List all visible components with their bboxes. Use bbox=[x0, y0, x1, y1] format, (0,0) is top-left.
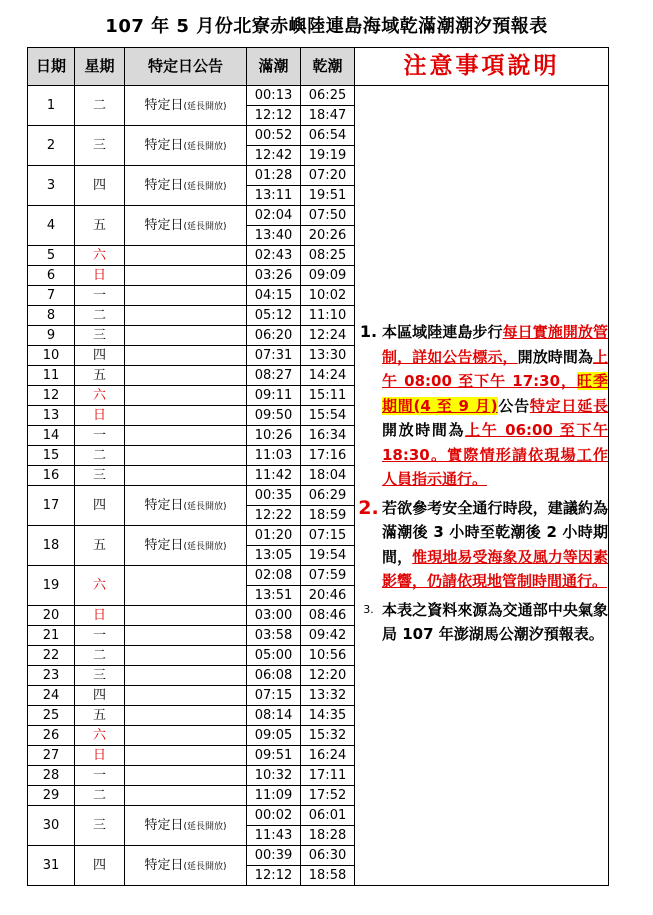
low-tide-cell: 08:46 bbox=[301, 606, 355, 626]
header-notes: 注意事項說明 bbox=[355, 48, 609, 86]
special-day-cell bbox=[125, 786, 247, 806]
low-tide-cell: 11:10 bbox=[301, 306, 355, 326]
note-text: 開放時間為 bbox=[382, 421, 466, 440]
low-tide-cell: 16:34 bbox=[301, 426, 355, 446]
note-body bbox=[382, 496, 608, 594]
header-date: 日期 bbox=[28, 48, 75, 86]
high-tide-cell: 10:32 bbox=[247, 766, 301, 786]
note-item bbox=[355, 320, 608, 492]
special-day-cell bbox=[125, 86, 247, 126]
special-day-cell bbox=[125, 286, 247, 306]
special-day-cell bbox=[125, 626, 247, 646]
date-cell: 18 bbox=[28, 526, 75, 566]
high-tide-cell: 04:15 bbox=[247, 286, 301, 306]
special-day-cell bbox=[125, 246, 247, 266]
special-day-note: (延長開放) bbox=[183, 222, 227, 232]
high-tide-cell: 03:00 bbox=[247, 606, 301, 626]
special-day-cell bbox=[125, 166, 247, 206]
weekday-cell: 四 bbox=[75, 166, 125, 206]
note-number: 2. bbox=[358, 496, 379, 519]
weekday-cell: 日 bbox=[75, 266, 125, 286]
date-cell: 4 bbox=[28, 206, 75, 246]
date-cell: 5 bbox=[28, 246, 75, 266]
notes-cell bbox=[355, 86, 609, 886]
high-tide-cell: 02:43 bbox=[247, 246, 301, 266]
low-tide-cell: 17:52 bbox=[301, 786, 355, 806]
special-day-label: 特定日 bbox=[144, 858, 184, 873]
weekday-cell: 三 bbox=[75, 666, 125, 686]
weekday-cell: 一 bbox=[75, 426, 125, 446]
weekday-cell: 六 bbox=[75, 566, 125, 606]
low-tide-cell: 15:54 bbox=[301, 406, 355, 426]
weekday-cell: 二 bbox=[75, 446, 125, 466]
special-day-note: (延長開放) bbox=[183, 542, 227, 552]
weekday-cell: 五 bbox=[75, 706, 125, 726]
special-day-note: (延長開放) bbox=[183, 142, 227, 152]
high-tide-cell: 01:28 bbox=[247, 166, 301, 186]
tide-table bbox=[27, 47, 609, 886]
weekday-cell: 二 bbox=[75, 786, 125, 806]
special-day-cell bbox=[125, 766, 247, 786]
note-number: 1. bbox=[359, 322, 378, 342]
high-tide-cell: 00:35 bbox=[247, 486, 301, 506]
note-body bbox=[382, 320, 608, 492]
note-item bbox=[355, 496, 608, 594]
high-tide-cell: 09:51 bbox=[247, 746, 301, 766]
weekday-cell: 五 bbox=[75, 526, 125, 566]
weekday-cell: 五 bbox=[75, 366, 125, 386]
weekday-cell: 五 bbox=[75, 206, 125, 246]
low-tide-cell: 17:16 bbox=[301, 446, 355, 466]
high-tide-cell: 10:26 bbox=[247, 426, 301, 446]
special-day-cell bbox=[125, 426, 247, 446]
high-tide-cell: 12:42 bbox=[247, 146, 301, 166]
date-cell: 11 bbox=[28, 366, 75, 386]
weekday-cell: 三 bbox=[75, 806, 125, 846]
low-tide-cell: 14:24 bbox=[301, 366, 355, 386]
special-day-cell bbox=[125, 646, 247, 666]
low-tide-cell: 06:01 bbox=[301, 806, 355, 826]
weekday-cell: 六 bbox=[75, 246, 125, 266]
high-tide-cell: 02:04 bbox=[247, 206, 301, 226]
note-text: 每日實施開放管制，詳如公告標示， bbox=[382, 323, 608, 366]
date-cell: 19 bbox=[28, 566, 75, 606]
low-tide-cell: 10:56 bbox=[301, 646, 355, 666]
note-text: 旺季期間(4 至 9 月) bbox=[382, 372, 608, 415]
note-body: 本表之資料來源為交通部中央氣象局 107 年澎湖馬公潮汐預報表。 bbox=[382, 600, 608, 644]
date-cell: 9 bbox=[28, 326, 75, 346]
date-cell: 20 bbox=[28, 606, 75, 626]
low-tide-cell: 07:20 bbox=[301, 166, 355, 186]
special-day-cell bbox=[125, 806, 247, 846]
date-cell: 7 bbox=[28, 286, 75, 306]
special-day-cell bbox=[125, 466, 247, 486]
weekday-cell: 二 bbox=[75, 306, 125, 326]
high-tide-cell: 05:00 bbox=[247, 646, 301, 666]
special-day-note: (延長開放) bbox=[183, 102, 227, 112]
weekday-cell: 四 bbox=[75, 846, 125, 886]
weekday-cell: 一 bbox=[75, 286, 125, 306]
high-tide-cell: 11:42 bbox=[247, 466, 301, 486]
high-tide-cell: 07:31 bbox=[247, 346, 301, 366]
special-day-note: (延長開放) bbox=[183, 862, 227, 872]
special-day-note: (延長開放) bbox=[183, 502, 227, 512]
high-tide-cell: 05:12 bbox=[247, 306, 301, 326]
tide-table-body bbox=[28, 86, 609, 886]
special-day-cell bbox=[125, 126, 247, 166]
date-cell: 26 bbox=[28, 726, 75, 746]
low-tide-cell: 13:30 bbox=[301, 346, 355, 366]
date-cell: 13 bbox=[28, 406, 75, 426]
weekday-cell: 四 bbox=[75, 686, 125, 706]
low-tide-cell: 20:26 bbox=[301, 226, 355, 246]
high-tide-cell: 13:40 bbox=[247, 226, 301, 246]
high-tide-cell: 07:15 bbox=[247, 686, 301, 706]
date-cell: 6 bbox=[28, 266, 75, 286]
low-tide-cell: 18:04 bbox=[301, 466, 355, 486]
low-tide-cell: 09:42 bbox=[301, 626, 355, 646]
high-tide-cell: 13:05 bbox=[247, 546, 301, 566]
date-cell: 28 bbox=[28, 766, 75, 786]
low-tide-cell: 17:11 bbox=[301, 766, 355, 786]
special-day-cell bbox=[125, 446, 247, 466]
date-cell: 16 bbox=[28, 466, 75, 486]
header-weekday: 星期 bbox=[75, 48, 125, 86]
date-cell: 25 bbox=[28, 706, 75, 726]
note-text: 開放時間為 bbox=[517, 347, 593, 366]
low-tide-cell: 07:50 bbox=[301, 206, 355, 226]
high-tide-cell: 06:08 bbox=[247, 666, 301, 686]
date-cell: 22 bbox=[28, 646, 75, 666]
date-cell: 8 bbox=[28, 306, 75, 326]
high-tide-cell: 11:03 bbox=[247, 446, 301, 466]
weekday-cell: 三 bbox=[75, 466, 125, 486]
note-text: 上午 08:00 至下午 17:30， bbox=[382, 347, 608, 391]
low-tide-cell: 09:09 bbox=[301, 266, 355, 286]
special-day-cell bbox=[125, 666, 247, 686]
note-text: 若欲參考安全通行時段，建議約為滿潮後 3 小時至乾潮後 2 小時期間， bbox=[382, 498, 608, 566]
special-day-cell bbox=[125, 746, 247, 766]
special-day-cell bbox=[125, 386, 247, 406]
low-tide-cell: 14:35 bbox=[301, 706, 355, 726]
low-tide-cell: 12:20 bbox=[301, 666, 355, 686]
note-text: 惟現地易受海象及風力等因素影響，仍請依現地管制時間通行。 bbox=[382, 547, 608, 591]
weekday-cell: 六 bbox=[75, 386, 125, 406]
header-special: 特定日公告 bbox=[125, 48, 247, 86]
low-tide-cell: 19:54 bbox=[301, 546, 355, 566]
special-day-cell bbox=[125, 206, 247, 246]
date-cell: 17 bbox=[28, 486, 75, 526]
special-day-cell bbox=[125, 686, 247, 706]
special-day-cell bbox=[125, 526, 247, 566]
weekday-cell: 二 bbox=[75, 646, 125, 666]
low-tide-cell: 10:02 bbox=[301, 286, 355, 306]
low-tide-cell: 06:54 bbox=[301, 126, 355, 146]
low-tide-cell: 06:30 bbox=[301, 846, 355, 866]
low-tide-cell: 20:46 bbox=[301, 586, 355, 606]
note-text: 特定日延長 bbox=[529, 396, 608, 415]
special-day-cell bbox=[125, 706, 247, 726]
low-tide-cell: 06:25 bbox=[301, 86, 355, 106]
header-high-tide: 滿潮 bbox=[247, 48, 301, 86]
low-tide-cell: 15:32 bbox=[301, 726, 355, 746]
date-cell: 24 bbox=[28, 686, 75, 706]
weekday-cell: 六 bbox=[75, 726, 125, 746]
high-tide-cell: 00:52 bbox=[247, 126, 301, 146]
low-tide-cell: 06:29 bbox=[301, 486, 355, 506]
date-cell: 15 bbox=[28, 446, 75, 466]
special-day-note: (延長開放) bbox=[183, 182, 227, 192]
high-tide-cell: 11:43 bbox=[247, 826, 301, 846]
note-text: 公告 bbox=[497, 396, 530, 415]
low-tide-cell: 18:58 bbox=[301, 866, 355, 886]
low-tide-cell: 18:28 bbox=[301, 826, 355, 846]
high-tide-cell: 09:50 bbox=[247, 406, 301, 426]
date-cell: 29 bbox=[28, 786, 75, 806]
date-cell: 30 bbox=[28, 806, 75, 846]
weekday-cell: 四 bbox=[75, 486, 125, 526]
high-tide-cell: 08:14 bbox=[247, 706, 301, 726]
date-cell: 21 bbox=[28, 626, 75, 646]
weekday-cell: 三 bbox=[75, 126, 125, 166]
note-item bbox=[355, 598, 608, 647]
low-tide-cell: 07:59 bbox=[301, 566, 355, 586]
special-day-label: 特定日 bbox=[144, 218, 184, 233]
weekday-cell: 四 bbox=[75, 346, 125, 366]
low-tide-cell: 15:11 bbox=[301, 386, 355, 406]
high-tide-cell: 09:05 bbox=[247, 726, 301, 746]
special-day-cell bbox=[125, 406, 247, 426]
high-tide-cell: 06:20 bbox=[247, 326, 301, 346]
date-cell: 27 bbox=[28, 746, 75, 766]
weekday-cell: 一 bbox=[75, 626, 125, 646]
high-tide-cell: 00:39 bbox=[247, 846, 301, 866]
special-day-label: 特定日 bbox=[144, 538, 184, 553]
low-tide-cell: 12:24 bbox=[301, 326, 355, 346]
date-cell: 10 bbox=[28, 346, 75, 366]
high-tide-cell: 09:11 bbox=[247, 386, 301, 406]
special-day-cell bbox=[125, 566, 247, 606]
special-day-note: (延長開放) bbox=[183, 822, 227, 832]
high-tide-cell: 00:02 bbox=[247, 806, 301, 826]
weekday-cell: 二 bbox=[75, 86, 125, 126]
special-day-cell bbox=[125, 846, 247, 886]
low-tide-cell: 07:15 bbox=[301, 526, 355, 546]
date-cell: 12 bbox=[28, 386, 75, 406]
special-day-cell bbox=[125, 486, 247, 526]
low-tide-cell: 16:24 bbox=[301, 746, 355, 766]
special-day-label: 特定日 bbox=[144, 498, 184, 513]
special-day-label: 特定日 bbox=[144, 818, 184, 833]
weekday-cell: 日 bbox=[75, 746, 125, 766]
date-cell: 14 bbox=[28, 426, 75, 446]
header-low-tide: 乾潮 bbox=[301, 48, 355, 86]
high-tide-cell: 11:09 bbox=[247, 786, 301, 806]
special-day-cell bbox=[125, 606, 247, 626]
high-tide-cell: 00:13 bbox=[247, 86, 301, 106]
note-text: 上午 06:00 至下午 18:30。實際情形請依現場工作人員指示通行。 bbox=[382, 421, 608, 489]
weekday-cell: 一 bbox=[75, 766, 125, 786]
low-tide-cell: 18:59 bbox=[301, 506, 355, 526]
high-tide-cell: 01:20 bbox=[247, 526, 301, 546]
special-day-cell bbox=[125, 366, 247, 386]
high-tide-cell: 12:12 bbox=[247, 866, 301, 886]
special-day-label: 特定日 bbox=[144, 98, 184, 113]
special-day-label: 特定日 bbox=[144, 138, 184, 153]
special-day-cell bbox=[125, 726, 247, 746]
low-tide-cell: 18:47 bbox=[301, 106, 355, 126]
high-tide-cell: 02:08 bbox=[247, 566, 301, 586]
weekday-cell: 三 bbox=[75, 326, 125, 346]
high-tide-cell: 03:26 bbox=[247, 266, 301, 286]
high-tide-cell: 03:58 bbox=[247, 626, 301, 646]
low-tide-cell: 19:19 bbox=[301, 146, 355, 166]
note-text: 本區域陸連島步行 bbox=[382, 323, 503, 342]
special-day-cell bbox=[125, 266, 247, 286]
low-tide-cell: 08:25 bbox=[301, 246, 355, 266]
special-day-cell bbox=[125, 326, 247, 346]
high-tide-cell: 12:12 bbox=[247, 106, 301, 126]
note-number: 3. bbox=[363, 602, 374, 616]
date-cell: 31 bbox=[28, 846, 75, 886]
high-tide-cell: 13:11 bbox=[247, 186, 301, 206]
high-tide-cell: 13:51 bbox=[247, 586, 301, 606]
special-day-cell bbox=[125, 346, 247, 366]
high-tide-cell: 12:22 bbox=[247, 506, 301, 526]
date-cell: 2 bbox=[28, 126, 75, 166]
date-cell: 3 bbox=[28, 166, 75, 206]
table-row bbox=[28, 86, 609, 106]
low-tide-cell: 19:51 bbox=[301, 186, 355, 206]
special-day-cell bbox=[125, 306, 247, 326]
high-tide-cell: 08:27 bbox=[247, 366, 301, 386]
weekday-cell: 日 bbox=[75, 406, 125, 426]
date-cell: 1 bbox=[28, 86, 75, 126]
low-tide-cell: 13:32 bbox=[301, 686, 355, 706]
weekday-cell: 日 bbox=[75, 606, 125, 626]
date-cell: 23 bbox=[28, 666, 75, 686]
special-day-label: 特定日 bbox=[144, 178, 184, 193]
page-title: 107 年 5 月份北寮赤嶼陸連島海域乾滿潮潮汐預報表 bbox=[105, 16, 548, 37]
